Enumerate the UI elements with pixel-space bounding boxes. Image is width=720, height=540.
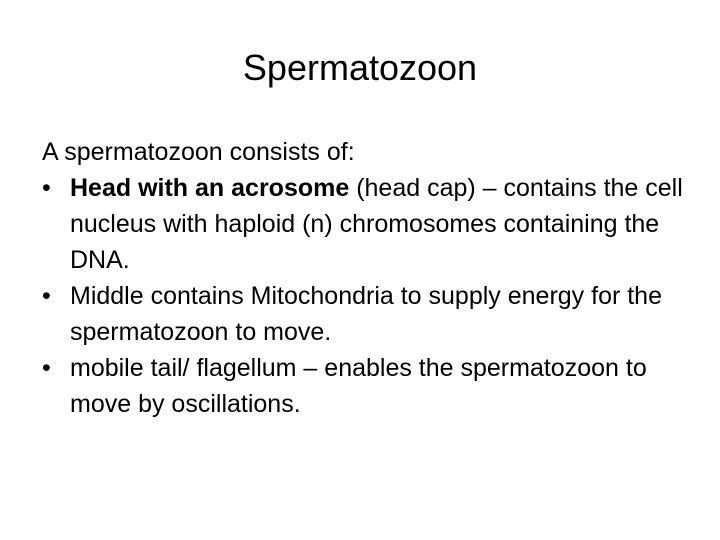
bullet-dot-icon: • [42, 282, 51, 310]
bullet-head-text: (head cap) – contains the cell nucleus with haploid (n) chromosomes containing the DNA. [70, 174, 683, 274]
bullet-dot-icon: • [42, 354, 51, 382]
bullet-tail-text: mobile tail/ flagellum – enables the spermatozoon to move by oscillations. [70, 354, 647, 418]
intro-text: A spermatozoon consists of: [42, 138, 355, 166]
bullet-item-head [42, 170, 692, 278]
bullet-middle-text: Middle contains Mitochondria to supply energy for the spermatozoon to move. [70, 282, 662, 346]
slide-body [42, 134, 692, 422]
bullet-item-tail [42, 350, 692, 422]
slide-title: Spermatozoon [242, 47, 478, 88]
bullet-list [42, 170, 692, 422]
bullet-item-middle [42, 278, 692, 350]
bullet-head-bold-text: Head with an acrosome [70, 174, 350, 202]
bullet-dot-icon: • [42, 174, 51, 202]
